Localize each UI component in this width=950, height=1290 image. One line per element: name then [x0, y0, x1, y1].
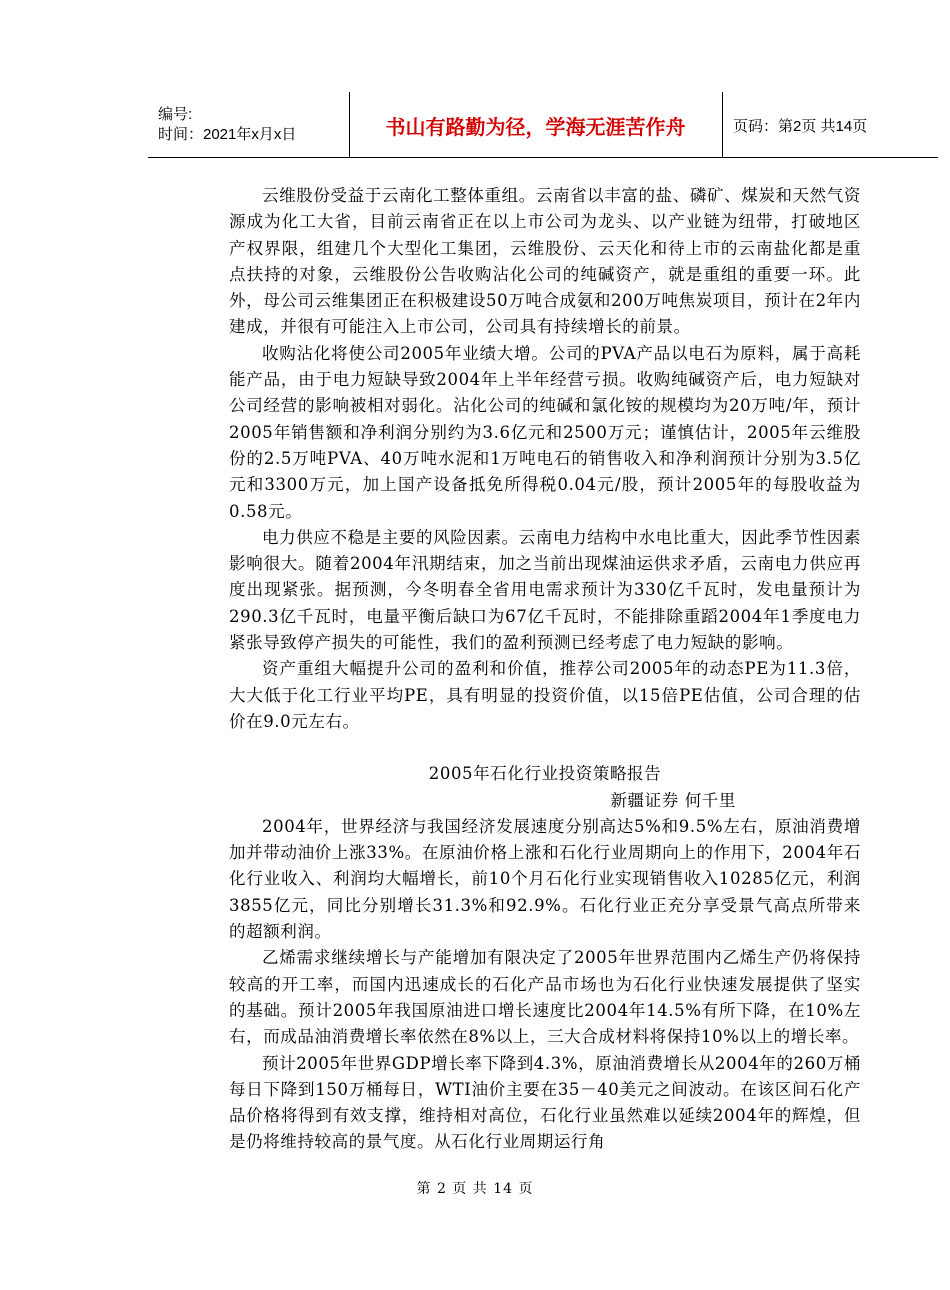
paragraph-valuation: 资产重组大幅提升公司的盈利和价值，推荐公司2005年的动态PE为11.3倍，大大低于化工行业平均PE，具有明显的投资价值，以15倍PE估值，公司合理的估价在9.0元左右。	[229, 659, 861, 731]
report-title: 2005年石化行业投资策略报告	[428, 764, 662, 784]
header-page-number: 页码：第2页 共14页	[733, 117, 868, 135]
paragraph-yunwei-restructuring: 云维股份受益于云南化工整体重组。云南省以丰富的盐、磷矿、煤炭和天然气资源成为化工大省，目前云南省正在以上市公司为龙头、以产业链为纽带，打破地区产权界限，组建几个大型化工集团，云维股份、云天化和待上市的云南盐化都是重点扶持的对象，云维股份公告收购沾化公司的纯碱资产，就是重组的重要一环。此外，母公司云维集团正在积极建设50万吨合成氨和200万吨焦炭项目，预计在2年内建成，并很有可能注入上市公司，公司具有持续增长的前景。	[229, 186, 861, 337]
page-footer: 第 2 页 共 14 页	[416, 1181, 534, 1197]
document-time-label: 时间：2021年x月x日	[158, 126, 297, 143]
document-number-label: 编号:	[158, 106, 193, 123]
header-rule	[148, 157, 938, 158]
report-author: 新疆证券 何千里	[610, 790, 736, 810]
paragraph-ethylene-demand: 乙烯需求继续增长与产能增加有限决定了2005年世界范围内乙烯生产仍将保持较高的开工率，而国内迅速成长的石化产品市场也为石化行业快速发展提供了坚实的基础。预计2005年我国原油进口增长速度比2004年14.5%有所下降，在10%左右，而成品油消费增长率依然在8%以上，三大合成材料将保持10%以上的增长率。	[229, 948, 861, 1047]
paragraph-power-risk: 电力供应不稳是主要的风险因素。云南电力结构中水电比重大，因此季节性因素影响很大。随着2004年汛期结束，加之当前出现煤油运供求矛盾，云南电力供应再度出现紧张。据预测，今冬明春全省用电需求预计为330亿千瓦时，发电量预计为290.3亿千瓦时，电量平衡后缺口为67亿千瓦时，不能排除重蹈2004年1季度电力紧张导致停产损失的可能性，我们的盈利预测已经考虑了电力短缺的影响。	[229, 527, 861, 653]
paragraph-2005-outlook: 预计2005年世界GDP增长率下降到4.3%，原油消费增长从2004年的260万桶每日下降到150万桶每日，WTI油价主要在35－40美元之间波动。在该区间石化产品价格将得到有效支撑，维持相对高位，石化行业虽然难以延续2004年的辉煌，但是仍将维持较高的景气度。从石化行业周期运行角	[229, 1053, 862, 1152]
document-body	[229, 183, 861, 1156]
page-header	[148, 92, 938, 158]
paragraph-2004-review: 2004年，世界经济与我国经济发展速度分别高达5%和9.5%左右，原油消费增加并带动油价上涨33%。在原油价格上涨和石化行业周期向上的作用下，2004年石化行业收入、利润均大幅增长，前10个月石化行业实现销售收入10285亿元，利润3855亿元，同比分别增长31.3%和92.9%。石化行业正充分享受景气高点所带来的超额利润。	[229, 816, 861, 942]
header-motto: 书山有路勤为径，学海无涯苦作舟	[385, 114, 686, 139]
section-gap	[229, 735, 861, 761]
header-meta	[158, 92, 348, 158]
paragraph-zhanhua-acquisition: 收购沾化将使公司2005年业绩大增。公司的PVA产品以电石为原料，属于高耗能产品，由于电力短缺导致2004年上半年经营亏损。收购纯碱资产后，电力短缺对公司经营的影响被相对弱化。沾化公司的纯碱和氯化铵的规模均为20万吨/年，预计2005年销售额和净利润分别约为3.6亿元和2500万元；谨慎估计，2005年云维股份的2.5万吨PVA、40万吨水泥和1万吨电石的销售收入和净利润预计分别为3.5亿元和3300万元，加上国产设备抵免所得税0.04元/股，预计2005年的每股收益为0.58元。	[229, 343, 861, 521]
header-divider-right	[722, 92, 723, 158]
